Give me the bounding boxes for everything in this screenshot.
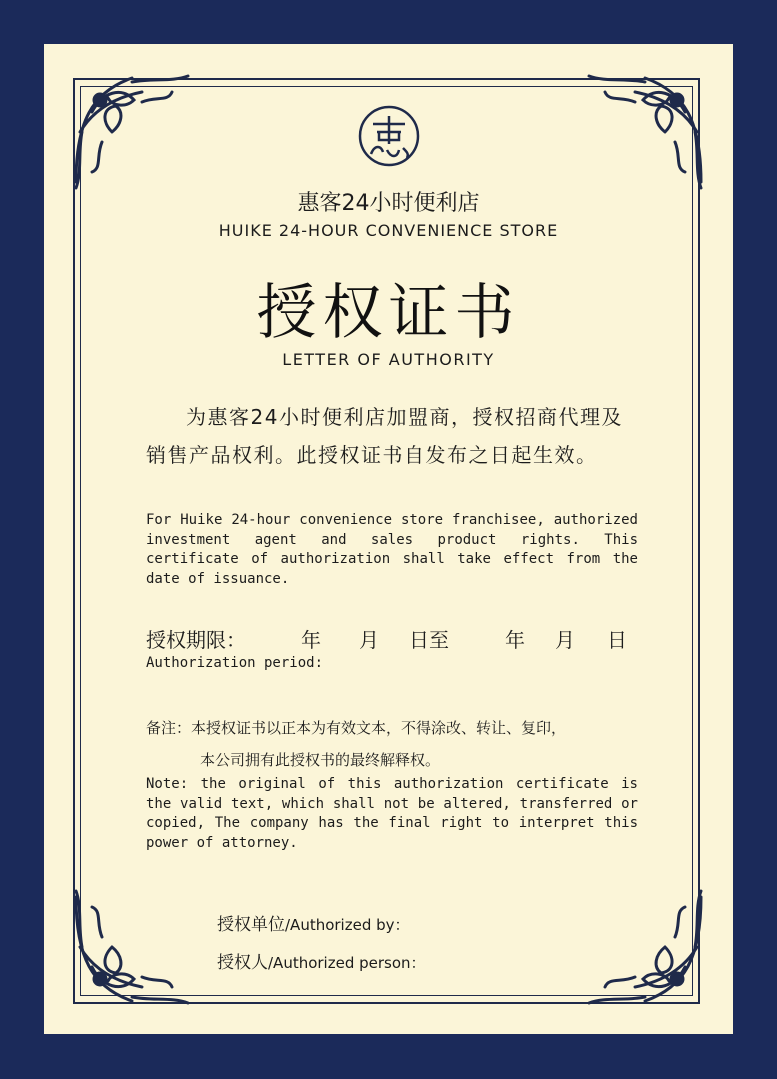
note-cn-line2: 本公司拥有此授权书的最终解释权。 xyxy=(200,751,441,769)
authorized-person-en: /Authorized person： xyxy=(268,954,426,972)
authorization-text-cn: 为惠客24小时便利店加盟商，授权招商代理及销售产品权利。此授权证书自发布之日起生效。 xyxy=(146,405,623,467)
authorized-person-line xyxy=(217,948,426,973)
period-label-en: Authorization period: xyxy=(146,655,324,671)
authorized-by-cn: 授权单位 xyxy=(217,915,285,935)
corner-ornament-icon xyxy=(585,72,705,192)
period-month-start: 月 xyxy=(359,628,379,652)
period-year-end: 年 xyxy=(505,628,525,652)
corner-ornament-icon xyxy=(72,72,192,192)
certificate-title-en: LETTER OF AUTHORITY xyxy=(282,350,495,369)
period-month-end: 月 xyxy=(555,628,575,652)
store-name-cn: 惠客24小时便利店 xyxy=(297,191,480,216)
certificate-title-cn: 授权证书 xyxy=(256,278,521,348)
note-cn-line1: 备注：本授权证书以正本为有效文本，不得涂改、转让、复印， xyxy=(146,719,567,737)
corner-ornament-icon xyxy=(72,887,192,1007)
authorized-by-line xyxy=(217,910,410,935)
authorization-text-en: For Huike 24-hour convenience store franchisee, authorized investment agent and sales product rights. This certificate of authorization shall take effect from the date of issuance. xyxy=(146,512,638,587)
period-day-to: 日至 xyxy=(409,628,449,652)
authorized-person-cn: 授权人 xyxy=(217,953,268,973)
authorized-by-en: /Authorized by： xyxy=(285,916,410,934)
period-day-end: 日 xyxy=(607,628,627,652)
hui-logo-icon xyxy=(357,104,421,168)
store-name-en: HUIKE 24-HOUR CONVENIENCE STORE xyxy=(218,221,559,240)
period-year-start: 年 xyxy=(301,628,321,652)
authorization-period-row xyxy=(146,624,646,653)
period-label-cn: 授权期限： xyxy=(146,628,246,652)
note-en: Note: the original of this authorization certificate is the valid text, which shall not be altered, transferred or copied, The company has the final right to interpret this power of attorney. xyxy=(146,776,638,851)
corner-ornament-icon xyxy=(585,887,705,1007)
